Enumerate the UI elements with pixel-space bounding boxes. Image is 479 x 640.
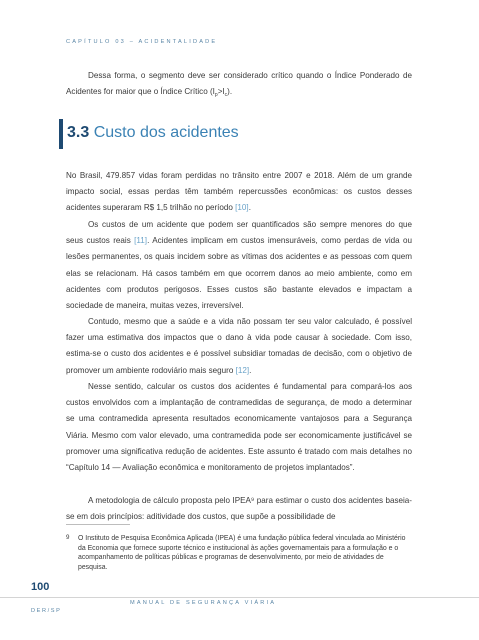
chapter-header: CAPÍTULO 03 – ACIDENTALIDADE bbox=[66, 39, 218, 45]
intro-text-end: ). bbox=[227, 87, 233, 97]
footnote-divider bbox=[66, 524, 130, 525]
paragraph-4: Nesse sentido, calcular os custos dos acidentes é fundamental para compará-los aos custos envolvidos com a implantação de contramedidas de segurança, de modo a determinar se uma contramedida apresenta resultados economicamente vantajosos para a Segurança Viária. Mesmo com valor elevado, uma contramedida pode ser economicamente justificável se promover uma significativa redução de acidentes. Este assunto é tratado com mais detalhes no “Capítulo 14 — Avaliação econômica e monitoramento de projetos implantados”. bbox=[66, 382, 412, 473]
citation-link[interactable]: [10] bbox=[235, 203, 249, 213]
section-number: 3.3 bbox=[67, 124, 90, 141]
section-bar bbox=[59, 119, 63, 149]
section-title: Custo dos acidentes bbox=[93, 124, 239, 141]
paragraph-1-text: No Brasil, 479.857 vidas foram perdidas no trânsito entre 2007 e 2018. Além de um grande impacto social, essas perdas têm também repercussões econômicas: os custos desses acidentes superaram R$ 1,5 trilhão no período bbox=[66, 171, 412, 213]
intro-subscript-c: c bbox=[224, 92, 228, 99]
footer-divider bbox=[0, 597, 479, 598]
footer-title: MANUAL DE SEGURANÇA VIÁRIA bbox=[130, 600, 277, 606]
paragraph-3-text: Contudo, mesmo que a saúde e a vida não possam ter seu valor calculado, é possível fazer uma estimativa dos impactos que o dano à vida pode causar à sociedade. Com isso, estima-se o custo dos acidentes e é possível subsidiar tomadas de decisão, com o objetivo de promover um ambiente rodoviário mais seguro bbox=[66, 317, 412, 375]
paragraph-1-end: . bbox=[248, 203, 251, 213]
intro-text-mid: >I bbox=[217, 87, 225, 97]
intro-subscript-p: p bbox=[214, 92, 218, 99]
footnote-text: O Instituto de Pesquisa Econômica Aplicada (IPEA) é uma fundação pública federal vinculada ao Ministério da Economia que fornece suporte técnico e institucional às ações governamentais para a formulação e o acompanhamento de políticas públicas e programas de desenvolvimento, por meio de atividades de pesquisa. bbox=[78, 535, 406, 571]
paragraph-2-end: . Acidentes implicam em custos imensuráveis, como perdas de vida ou lesões permanentes, os quais incidem sobre as vítimas dos acidentes e as pessoas com quem elas se relacionam. Há casos também em que ocorrem danos ao meio ambiente, como em acidentes com produtos perigosos. Esses custos são bastante elevados e impactam a sociedade de maneira, muitas vezes, irreversível. bbox=[66, 236, 412, 311]
intro-paragraph bbox=[66, 68, 412, 103]
paragraph-1 bbox=[66, 168, 412, 217]
footnote-mark: 9 bbox=[66, 534, 70, 541]
paragraph-3 bbox=[66, 314, 412, 379]
paragraph-5: A metodologia de cálculo proposta pelo IPEA⁹ para estimar o custo dos acidentes baseia-se em dois princípios: aditividade dos custos, que supõe a possibilidade de bbox=[66, 496, 412, 522]
page-number: 100 bbox=[31, 581, 50, 593]
citation-link[interactable]: [11] bbox=[134, 236, 148, 246]
intro-text: Dessa forma, o segmento deve ser considerado crítico quando o Índice Ponderado de Acidentes for maior que o Índice Crítico (I bbox=[66, 71, 412, 97]
citation-link[interactable]: [12] bbox=[235, 365, 250, 375]
paragraph-3-end: . bbox=[249, 365, 252, 375]
paragraph-2-text: Os custos de um acidente que podem ser quantificados são sempre menores do que seus custos reais bbox=[66, 220, 412, 246]
footer-publisher: DER/SP bbox=[31, 608, 62, 614]
paragraph-2 bbox=[66, 217, 412, 314]
section-heading bbox=[67, 121, 239, 145]
